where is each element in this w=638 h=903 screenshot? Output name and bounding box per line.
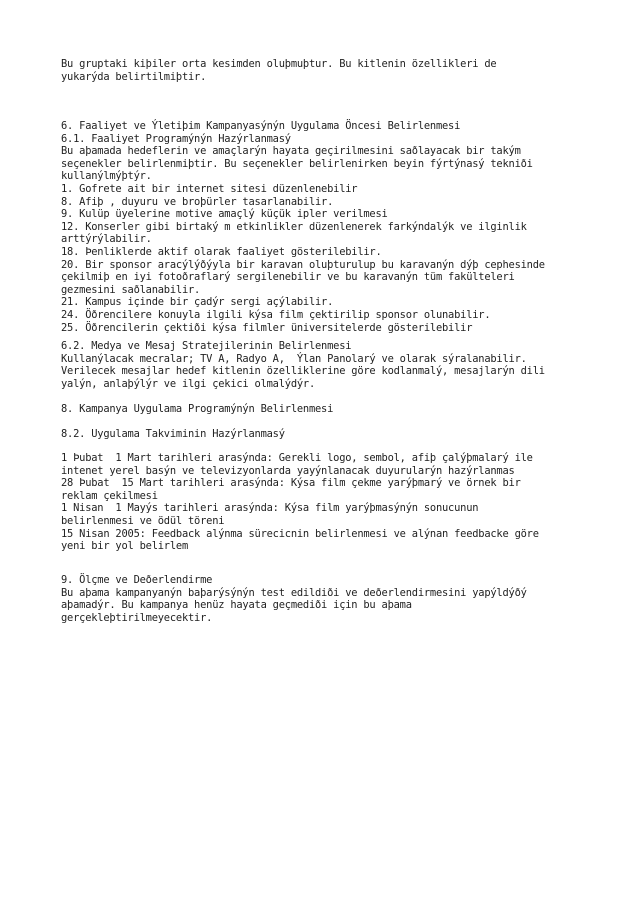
text-line: Kullanýlacak mecralar; TV A, Radyo A, Ýlan Panolarý ve olarak sýralanabilir.: [61, 352, 527, 365]
list-item: 1. Gofrete ait bir internet sitesi düzenlenebilir: [61, 182, 358, 195]
text-line: Bu aþama kampanyanýn baþarýsýnýn test edildiði ve deðerlendirmesini yapýldýðý: [61, 586, 527, 599]
text-line: 15 Nisan 2005: Feedback alýnma sürecicnin belirlenmesi ve alýnan feedbacke göre: [61, 527, 539, 540]
list-item: arttýrýlabilir.: [61, 233, 152, 246]
section-heading: 9. Ölçme ve Deðerlendirme: [61, 574, 213, 586]
list-item: 24. Öðrencilere konuyla ilgili kýsa film çektirilip sponsor olunabilir.: [61, 308, 491, 321]
subsection-heading: 6.1. Faaliyet Programýnýn Hazýrlanmasý: [61, 132, 291, 145]
text-line: 28 Þubat 15 Mart tarihleri arasýnda: Kýsa film çekme yarýþmarý ve örnek bir: [61, 477, 521, 490]
list-item: gezmesini saðlanabilir.: [61, 283, 201, 296]
text-line: aþamadýr. Bu kampanya henüz hayata geçmediði için bu aþama: [61, 599, 412, 612]
text-line: intenet yerel basýn ve televizyonlarda yayýnlanacak duyurularýn hazýrlanmas: [61, 464, 515, 477]
section-6-activity-plan: [61, 120, 581, 334]
section-9-evaluation: [61, 574, 581, 624]
list-item: 18. Þenliklerde aktif olarak faaliyet gösterilebilir.: [61, 245, 382, 258]
text-line: Verilecek mesajlar hedef kitlenin özelliklerine göre kodlanmalý, mesajlarýn dili: [61, 365, 545, 378]
text-line: Bu gruptaki kiþiler orta kesimden oluþmuþtur. Bu kitlenin özellikleri de: [61, 58, 497, 70]
subsection-heading: 6.2. Medya ve Mesaj Stratejilerinin Belirlenmesi: [61, 340, 352, 352]
section-heading: 6. Faaliyet ve Ýletiþim Kampanyasýnýn Uygulama Öncesi Belirlenmesi: [61, 120, 461, 132]
text-line: yukarýda belirtilmiþtir.: [61, 70, 207, 83]
subsection-heading: 8.2. Uygulama Takviminin Hazýrlanmasý: [61, 428, 285, 440]
text-line: seçenekler belirlenmiþtir. Bu seçenekler belirlenirken beyin fýrtýnasý tekniði: [61, 157, 533, 170]
text-line: yeni bir yol belirlem: [61, 540, 189, 553]
list-item: 21. Kampus içinde bir çadýr sergi açýlabilir.: [61, 296, 334, 309]
intro-paragraph: [61, 58, 581, 83]
section-8-2-heading: [61, 428, 581, 441]
text-line: yalýn, anlaþýlýr ve ilgi çekici olmalýdýr.: [61, 377, 316, 390]
list-item: 9. Kulüp üyelerine motive amaçlý küçük ipler verilmesi: [61, 208, 388, 221]
section-heading: 8. Kampanya Uygulama Programýnýn Belirlenmesi: [61, 403, 334, 415]
text-line: 1 Nisan 1 Mayýs tarihleri arasýnda: Kýsa film yarýþmasýnýn sonucunun: [61, 502, 479, 515]
list-item: 20. Bir sponsor aracýlýðýyla bir karavan oluþturulup bu karavanýn dýþ cephesinde: [61, 258, 545, 271]
text-line: 1 Þubat 1 Mart tarihleri arasýnda: Gerekli logo, sembol, afiþ çalýþmalarý ile: [61, 452, 533, 464]
text-line: reklam çekilmesi: [61, 489, 158, 502]
list-item: çekilmiþ en iyi fotoðraflarý sergilenebilir ve bu karavanýn tüm fakülteleri: [61, 271, 515, 284]
text-line: belirlenmesi ve ödül töreni: [61, 514, 225, 527]
text-line: gerçekleþtirilmeyecektir.: [61, 611, 213, 624]
calendar-paragraph: [61, 452, 581, 553]
list-item: 12. Konserler gibi birtaký m etkinlikler düzenlenerek farkýndalýk ve ilginlik: [61, 220, 527, 233]
text-line: kullanýlmýþtýr.: [61, 170, 152, 183]
text-line: Bu aþamada hedeflerin ve amaçlarýn hayata geçirilmesini saðlayacak bir takým: [61, 145, 521, 158]
list-item: 8. Afiþ , duyuru ve broþürler tasarlanabilir.: [61, 195, 334, 208]
section-6-2-media-strategy: [61, 340, 581, 390]
list-item: 25. Öðrencilerin çektiði kýsa filmler üniversitelerde gösterilebilir: [61, 321, 473, 334]
section-8-heading: [61, 403, 581, 416]
